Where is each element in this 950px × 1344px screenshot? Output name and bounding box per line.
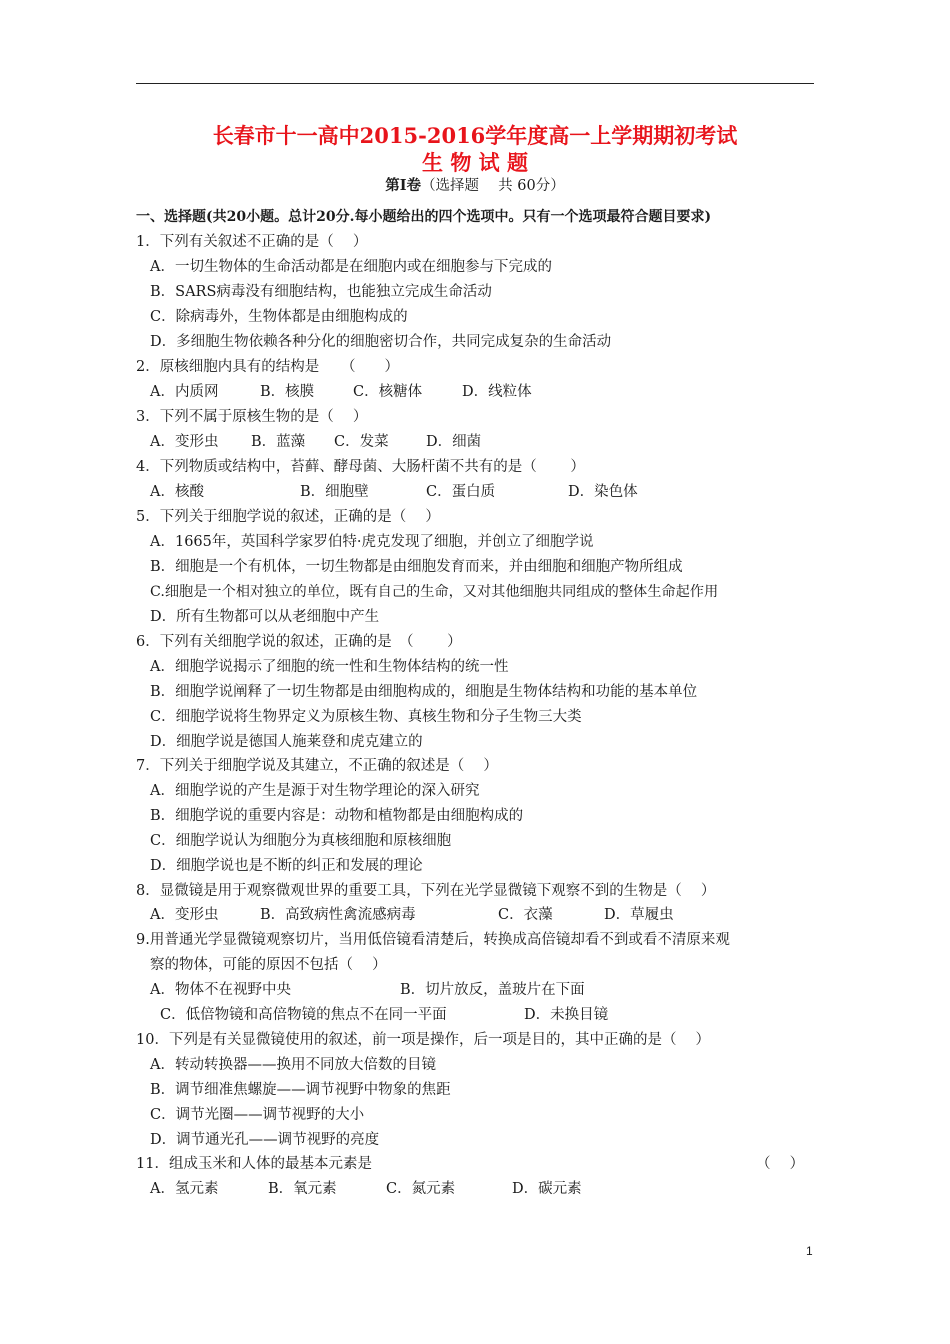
question-11-stem: 11．组成玉米和人体的最基本元素是 <box>136 1156 372 1172</box>
question-6-option-b: B．细胞学说阐释了一切生物都是由细胞构成的，细胞是生物体结构和功能的基本单位 <box>150 684 698 700</box>
question-9-option-b: B．切片放反，盖玻片在下面 <box>400 982 585 998</box>
question-3-option-c: C．发菜 <box>334 434 389 450</box>
question-6-option-c: C．细胞学说将生物界定义为原核生物、真核生物和分子生物三大类 <box>150 709 582 725</box>
question-2-stem: 2．原核细胞内具有的结构是 （ ） <box>136 359 399 375</box>
exam-subject: 生 物 试 题 <box>422 150 528 175</box>
question-7-option-a: A．细胞学说的产生是源于对生物学理论的深入研究 <box>150 783 480 799</box>
question-10-stem: 10．下列是有关显微镜使用的叙述，前一项是操作，后一项是目的，其中正确的是（ ） <box>136 1032 711 1048</box>
question-8-option-d: D．草履虫 <box>604 907 674 923</box>
question-2-option-d: D．线粒体 <box>462 384 532 400</box>
question-10-option-b: B．调节细准焦螺旋——调节视野中物象的焦距 <box>150 1082 451 1098</box>
question-4-option-d: D．染色体 <box>568 484 638 500</box>
question-9-option-d: D．未换目镜 <box>524 1007 609 1023</box>
question-3-option-a: A．变形虫 <box>150 434 219 450</box>
question-1-option-c: C．除病毒外，生物体都是由细胞构成的 <box>150 309 408 325</box>
exam-title: 长春市十一高中2015-2016学年度高一上学期期初考试 <box>212 123 738 148</box>
question-7-option-c: C．细胞学说认为细胞分为真核细胞和原核细胞 <box>150 833 452 849</box>
question-6-option-a: A．细胞学说揭示了细胞的统一性和生物体结构的统一性 <box>150 659 509 675</box>
question-4-option-c: C．蛋白质 <box>426 484 496 500</box>
question-4-stem: 4．下列物质或结构中，苔藓、酵母菌、大肠杆菌不共有的是（ ） <box>136 459 585 475</box>
question-5-option-b: B．细胞是一个有机体，一切生物都是由细胞发育而来，并由细胞和细胞产物所组成 <box>150 559 683 575</box>
question-1-option-d: D．多细胞生物依赖各种分化的细胞密切合作，共同完成复杂的生命活动 <box>150 334 612 350</box>
question-1-option-a: A．一切生物体的生命活动都是在细胞内或在细胞参与下完成的 <box>150 259 552 275</box>
page-number: 1 <box>806 1244 813 1258</box>
volume-label: 第Ⅰ卷 <box>385 177 422 194</box>
question-1-option-b: B．SARS病毒没有细胞结构，也能独立完成生命活动 <box>150 284 492 300</box>
question-11-option-c: C．氮元素 <box>386 1181 456 1197</box>
question-2-option-b: B．核膜 <box>260 384 315 400</box>
question-4-option-b: B．细胞壁 <box>300 484 369 500</box>
question-6-option-d: D．细胞学说是德国人施莱登和虎克建立的 <box>150 734 423 750</box>
question-5-option-a: A．1665年，英国科学家罗伯特·虎克发现了细胞，并创立了细胞学说 <box>150 534 594 550</box>
question-7-option-d: D．细胞学说也是不断的纠正和发展的理论 <box>150 858 423 874</box>
section-heading: 一、选择题(共20小题。总计20分.每小题给出的四个选项中。只有一个选项最符合题目要求) <box>136 209 712 225</box>
volume-heading <box>0 176 950 196</box>
question-10-option-c: C．调节光圈——调节视野的大小 <box>150 1107 365 1123</box>
question-11-option-a: A．氢元素 <box>150 1181 219 1197</box>
question-10-option-a: A．转动转换器——换用不同放大倍数的目镜 <box>150 1057 436 1073</box>
question-5-option-c: C.细胞是一个相对独立的单位，既有自己的生命，又对其他细胞共同组成的整体生命起作用 <box>150 584 719 600</box>
question-8-option-c: C．衣藻 <box>498 907 553 923</box>
question-3-option-b: B．蓝藻 <box>251 434 306 450</box>
question-2-option-a: A．内质网 <box>150 384 219 400</box>
question-3-option-d: D．细菌 <box>426 434 482 450</box>
question-7-option-b: B．细胞学说的重要内容是：动物和植物都是由细胞构成的 <box>150 808 524 824</box>
question-1-stem: 1．下列有关叙述不正确的是（ ） <box>136 234 368 250</box>
question-11-option-b: B．氧元素 <box>268 1181 337 1197</box>
question-9-stem-continued: 察的物体，可能的原因不包括（ ） <box>150 957 387 973</box>
question-9-stem: 9.用普通光学显微镜观察切片，当用低倍镜看清楚后，转换成高倍镜却看不到或看不清原来观 <box>136 932 730 948</box>
question-5-option-d: D．所有生物都可以从老细胞中产生 <box>150 609 380 625</box>
question-4-option-a: A．核酸 <box>150 484 204 500</box>
question-2-option-c: C．核糖体 <box>353 384 423 400</box>
question-9-option-c: C．低倍物镜和高倍物镜的焦点不在同一平面 <box>160 1007 447 1023</box>
question-8-stem: 8．显微镜是用于观察微观世界的重要工具，下列在光学显微镜下观察不到的生物是（ ） <box>136 883 716 899</box>
question-6-stem: 6．下列有关细胞学说的叙述，正确的是 （ ） <box>136 634 462 650</box>
question-3-stem: 3．下列不属于原核生物的是（ ） <box>136 409 368 425</box>
header-rule <box>136 83 814 84</box>
question-9-option-a: A．物体不在视野中央 <box>150 982 291 998</box>
question-11-answer-parentheses: （ ） <box>756 1156 805 1172</box>
question-10-option-d: D．调节通光孔——调节视野的亮度 <box>150 1132 380 1148</box>
question-11-option-d: D．碳元素 <box>512 1181 582 1197</box>
volume-note: （选择题 共 60分） <box>421 178 565 194</box>
question-8-option-a: A．变形虫 <box>150 907 219 923</box>
question-8-option-b: B．高致病性禽流感病毒 <box>260 907 416 923</box>
question-7-stem: 7．下列关于细胞学说及其建立，不正确的叙述是（ ） <box>136 758 498 774</box>
question-5-stem: 5．下列关于细胞学说的叙述，正确的是（ ） <box>136 509 440 525</box>
